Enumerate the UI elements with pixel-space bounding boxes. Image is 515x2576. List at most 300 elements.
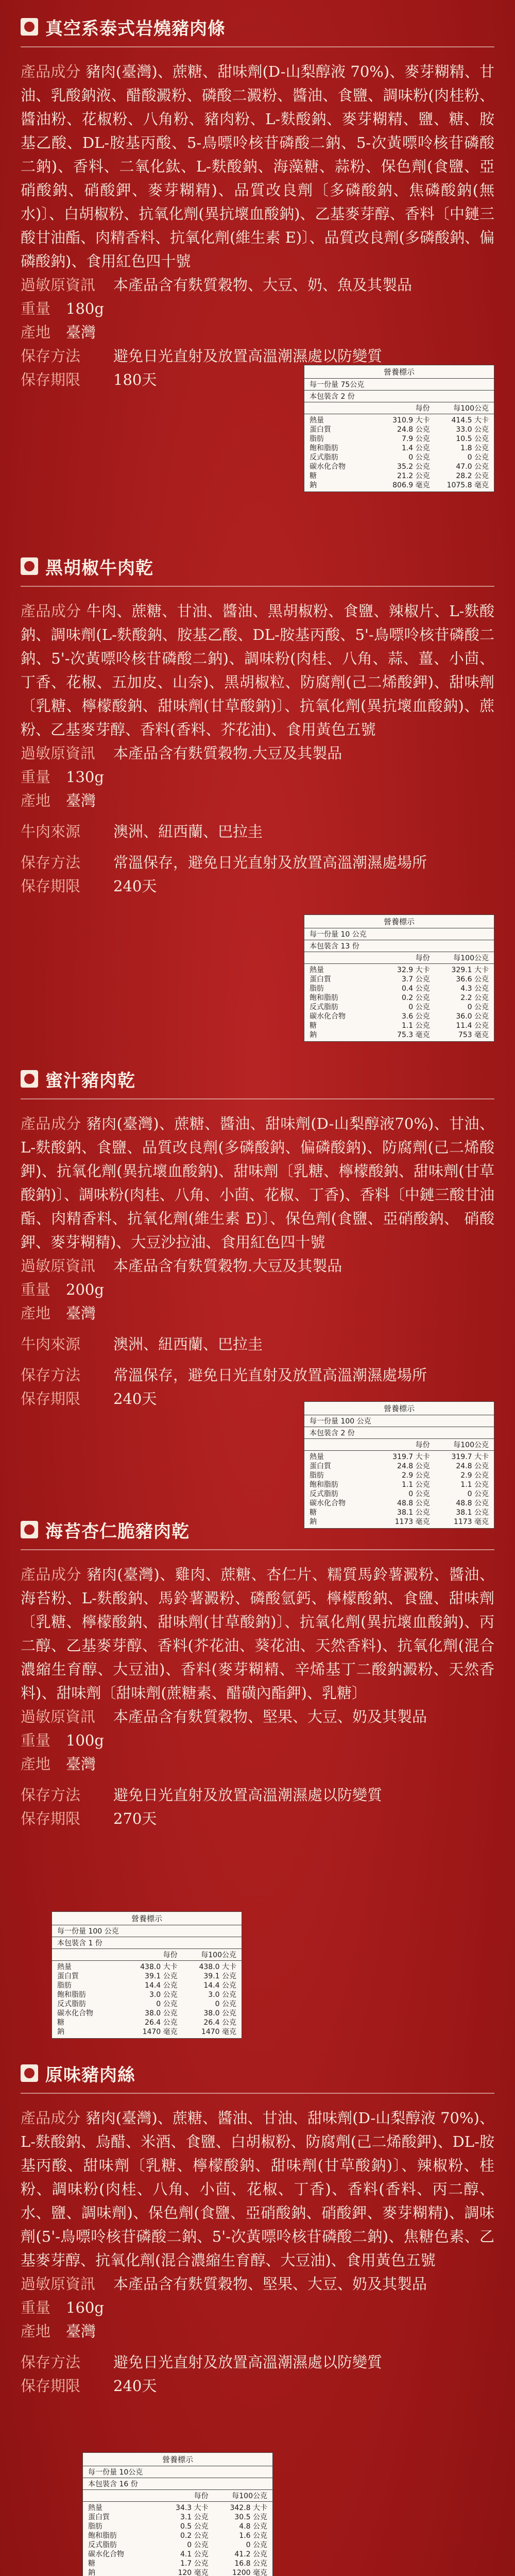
origin-label: 產地: [21, 324, 51, 341]
nutrient-name: 鈉: [310, 481, 317, 489]
nutrient-name: 脂肪: [310, 1471, 324, 1480]
nutrient-per-100g: 48.8 公克: [456, 1499, 489, 1507]
nutrition-column-header: [83, 2490, 272, 2502]
nutrient-name: 熱量: [310, 416, 324, 425]
weight-row: [21, 1278, 494, 1301]
storage-value: 常溫保存，避免日光直射及放置高溫潮濕處場所: [113, 854, 427, 871]
nutrition-table: [304, 365, 494, 492]
origin-label: 產地: [21, 792, 51, 809]
storage-label: 保存方法: [21, 1786, 81, 1804]
nutrient-per-serving: 34.3 大卡: [176, 2504, 209, 2512]
origin-label: 產地: [21, 1755, 51, 1773]
nutrient-per-100g: 319.7 大卡: [451, 1453, 489, 1461]
nutrient-per-100g: 414.5 大卡: [451, 416, 489, 425]
product-title: 原味豬肉絲: [45, 2064, 135, 2086]
nutrient-per-serving: 3.7 公克: [401, 975, 430, 984]
nutrition-column-header: [304, 1439, 494, 1451]
origin-row: [21, 2319, 494, 2343]
storage-row: [21, 1363, 494, 1387]
nutrition-rows: [304, 964, 494, 1041]
ingredients-text: [21, 1112, 494, 1254]
nutrient-name: 飽和脂肪: [310, 1481, 338, 1489]
allergen-label: 過敏原資訊: [21, 1257, 96, 1275]
origin-value: 臺灣: [66, 324, 96, 341]
nutrition-row: [52, 1972, 242, 1981]
nutrient-per-100g: 4.8 公克: [239, 2522, 267, 2531]
nutrient-per-serving: 24.8 公克: [397, 1462, 430, 1470]
nutrient-name: 反式脂肪: [310, 1003, 338, 1011]
nutrition-row: [304, 1452, 494, 1462]
nutrition-row: [304, 1489, 494, 1499]
nutrition-row: [52, 1981, 242, 1990]
nutrition-row: [83, 2503, 272, 2513]
nutrient-per-serving: 24.8 公克: [397, 426, 430, 434]
nutrient-name: 碳水化合物: [310, 1499, 346, 1507]
product-section-4: [21, 1517, 494, 2036]
nutrient-per-100g: 33.0 公克: [456, 426, 489, 434]
nutrient-per-serving: 0 公克: [187, 2541, 209, 2549]
nutrient-name: 蛋白質: [310, 1462, 331, 1470]
ingredients-label: 產品成分: [21, 63, 81, 80]
nutrient-per-serving: 3.0 公克: [149, 1991, 178, 1999]
origin-row: [21, 789, 494, 812]
serving-size: 每一份量 100 公克: [52, 1925, 242, 1937]
allergen-label: 過敏原資訊: [21, 1708, 96, 1725]
nutrient-per-100g: 4.3 公克: [460, 985, 489, 993]
nutrition-table: [304, 914, 494, 1042]
nutrient-per-serving: 310.9 大卡: [392, 416, 430, 425]
nutrient-name: 糖: [310, 1022, 317, 1030]
nutrient-name: 反式脂肪: [310, 453, 338, 462]
nutrient-name: 飽和脂肪: [57, 1991, 86, 1999]
nutrient-per-serving: 1.1 公克: [401, 1022, 430, 1030]
ingredients-value: 豬肉(臺灣)、蔗糖、甜味劑(D-山梨醇液 70%)、麥芽糊精、甘油、乳酸鈉液、醋酸澱粉、磷酸二澱粉、醬油、食鹽、調味粉(肉桂粉、醬油粉、花椒粉、八角粉、豬肉粉、L-麩酸鈉、麥芽糊精、鹽、糖、胺基乙酸、DL-胺基丙酸、5-鳥嘌呤核苷磷酸二鈉、5-次黃嘌呤核苷磷酸二鈉)、香料、二氧化鈦、L-麩酸鈉、海藻糖、蒜粉、保色劑(食鹽、亞硝酸鈉、硝酸鉀、麥芽糊精)、品質改良劑〔多磷酸鈉、焦磷酸鈉(無水)〕、白胡椒粉、抗氧化劑(異抗壞血酸鈉)、乙基麥芽醇、香料〔中鏈三酸甘油酯、肉精香料、抗氧化劑(維生素 E)〕、品質改良劑(多磷酸鈉、偏磷酸鈉)、食用紅色四十號: [21, 63, 494, 270]
ingredients-label: 產品成分: [21, 2109, 81, 2127]
nutrition-row: [304, 1462, 494, 1471]
nutrient-per-serving: 0.2 公克: [401, 994, 430, 1002]
nutrition-row: [52, 1990, 242, 1999]
nutrient-per-serving: 0.4 公克: [401, 985, 430, 993]
nutrient-per-100g: 41.2 公克: [234, 2550, 267, 2558]
col-blank: [310, 403, 371, 413]
divider: [21, 586, 494, 587]
origin-value: 臺灣: [66, 2323, 96, 2340]
weight-row: [21, 1728, 494, 1752]
source-row: [21, 1332, 494, 1356]
allergen-row: [21, 273, 494, 297]
col-blank: [310, 953, 371, 963]
nutrient-name: 糖: [310, 1509, 317, 1517]
nutrient-per-100g: 47.0 公克: [456, 463, 489, 471]
meat-icon: [21, 1521, 38, 1538]
nutrition-heading: 營養標示: [304, 1402, 494, 1415]
nutrition-row: [304, 425, 494, 434]
nutrition-row: [304, 975, 494, 984]
nutrition-row: [304, 984, 494, 993]
col-per-100g: 每100公克: [232, 2492, 267, 2500]
product-title-row: [21, 1066, 494, 1091]
meat-icon: [21, 1070, 38, 1088]
servings-per-pack: 本包裝含 1 份: [52, 1937, 242, 1949]
nutrient-name: 熱量: [57, 1963, 72, 1971]
shelf-row: [21, 2374, 494, 2398]
nutrition-row: [52, 1962, 242, 1972]
nutrition-rows: [304, 414, 494, 492]
nutrient-per-serving: 0.5 公克: [180, 2522, 209, 2531]
col-per-serving: 每份: [415, 1441, 430, 1449]
nutrition-row: [304, 1471, 494, 1480]
weight-value: 100g: [66, 1732, 104, 1749]
nutrient-per-100g: 0 公克: [467, 1003, 489, 1011]
ingredients-label: 產品成分: [21, 1115, 81, 1132]
weight-value: 160g: [66, 2299, 104, 2316]
nutrient-per-serving: 26.4 公克: [145, 2019, 178, 2027]
nutrient-per-serving: 4.1 公克: [180, 2550, 209, 2558]
allergen-label: 過敏原資訊: [21, 2275, 96, 2293]
col-per-100g: 每100公克: [453, 1441, 489, 1449]
product-title: 海苔杏仁脆豬肉乾: [45, 1521, 190, 1542]
shelf-label: 保存期限: [21, 2377, 81, 2395]
nutrient-per-100g: 2.9 公克: [460, 1471, 489, 1480]
weight-label: 重量: [21, 768, 51, 786]
nutrition-row: [304, 1508, 494, 1517]
allergen-label: 過敏原資訊: [21, 276, 96, 294]
nutrient-per-100g: 438.0 大卡: [199, 1963, 236, 1971]
col-per-serving: 每份: [194, 2492, 209, 2500]
origin-row: [21, 1301, 494, 1325]
weight-value: 130g: [66, 768, 104, 786]
nutrient-per-100g: 1173 毫克: [453, 1518, 489, 1526]
col-blank: [310, 1439, 371, 1450]
storage-value: 避免日光直射及放置高溫潮濕處以防變質: [113, 347, 383, 365]
nutrition-row: [83, 2540, 272, 2550]
nutrient-per-100g: 38.1 公克: [456, 1509, 489, 1517]
col-per-100g: 每100公克: [201, 1951, 236, 1959]
product-title-row: [21, 2061, 494, 2086]
source-value: 澳洲、紐西蘭、巴拉圭: [113, 823, 263, 840]
nutrition-row: [52, 2027, 242, 2037]
weight-row: [21, 297, 494, 320]
meat-icon: [21, 557, 38, 575]
origin-value: 臺灣: [66, 1304, 96, 1322]
nutrient-per-100g: 0 公克: [215, 2000, 236, 2008]
nutrition-row: [83, 2550, 272, 2559]
nutrition-heading: 營養標示: [304, 915, 494, 928]
nutrient-per-100g: 342.8 大卡: [230, 2504, 267, 2512]
allergen-value: 本產品含有麩質穀物、大豆、奶、魚及其製品: [113, 276, 413, 294]
product-title-row: [21, 14, 494, 39]
nutrition-row: [304, 434, 494, 444]
nutrient-per-100g: 3.0 公克: [208, 1991, 236, 1999]
nutrient-per-serving: 48.8 公克: [397, 1499, 430, 1507]
weight-value: 200g: [66, 1281, 104, 1298]
nutrient-name: 鈉: [310, 1031, 317, 1039]
nutrient-per-serving: 21.2 公克: [397, 472, 430, 480]
nutrient-per-serving: 120 毫克: [178, 2569, 209, 2576]
nutrition-table: [82, 2452, 273, 2576]
nutrient-name: 鈉: [88, 2569, 95, 2576]
col-per-100g: 每100公克: [453, 404, 489, 413]
nutrition-heading: 營養標示: [52, 1912, 242, 1925]
product-section-5: [21, 2061, 494, 2576]
source-label: 牛肉來源: [21, 1335, 81, 1353]
nutrient-per-serving: 806.9 毫克: [392, 481, 430, 489]
nutrition-row: [304, 471, 494, 481]
storage-row: [21, 2350, 494, 2374]
nutrient-per-100g: 26.4 公克: [203, 2019, 236, 2027]
nutrition-rows: [83, 2502, 272, 2576]
origin-row: [21, 1752, 494, 1776]
meat-icon: [21, 2064, 38, 2082]
nutrition-row: [52, 1999, 242, 2009]
nutrient-per-100g: 38.0 公克: [203, 2009, 236, 2018]
product-title: 蜜汁豬肉乾: [45, 1070, 135, 1091]
nutrition-row: [83, 2531, 272, 2540]
nutrient-name: 脂肪: [310, 985, 324, 993]
nutrient-per-100g: 2.2 公克: [460, 994, 489, 1002]
ingredients-text: [21, 1563, 494, 1705]
shelf-label: 保存期限: [21, 877, 81, 895]
storage-value: 常溫保存，避免日光直射及放置高溫潮濕處場所: [113, 1366, 427, 1384]
nutrient-per-serving: 38.1 公克: [397, 1509, 430, 1517]
nutrient-name: 反式脂肪: [310, 1490, 338, 1498]
nutrition-heading: 營養標示: [83, 2453, 272, 2466]
nutrient-per-serving: 0.2 公克: [180, 2532, 209, 2540]
ingredients-value: 豬肉(臺灣)、蔗糖、醬油、甘油、甜味劑(D-山梨醇液 70%)、L-麩酸鈉、烏醋、米酒、食鹽、白胡椒粉、防腐劑(己二烯酸鉀)、DL-胺基丙酸、甜味劑〔乳糖、檸檬酸鈉、甜味劑(甘草酸鈉)〕、辣椒粉、桂粉、調味粉(肉桂、八角、小茴、花椒、丁香)、香料(香料、丙二醇、水、鹽、調味劑)、保色劑(食鹽、亞硝酸鈉、硝酸鉀、麥芽糊精)、調味劑(5'-鳥嘌呤核苷磷酸二鈉、5'-次黃嘌呤核苷磷酸二鈉)、焦糖色素、乙基麥芽醇、抗氧化劑(混合濃縮生育醇、大豆油)、食用黃色五號: [21, 2109, 494, 2269]
nutrient-per-serving: 3.6 公克: [401, 1012, 430, 1021]
origin-value: 臺灣: [66, 1755, 96, 1773]
weight-label: 重量: [21, 2299, 51, 2316]
shelf-label: 保存期限: [21, 371, 81, 388]
product-title: 真空系泰式岩燒豬肉條: [45, 18, 226, 39]
nutrient-per-serving: 0 公克: [408, 1490, 430, 1498]
allergen-label: 過敏原資訊: [21, 744, 96, 762]
nutrition-table: [52, 1911, 242, 2039]
nutrition-row: [304, 1499, 494, 1508]
nutrition-row: [304, 1480, 494, 1489]
nutrient-name: 碳水化合物: [88, 2550, 124, 2558]
nutrition-rows: [52, 1961, 242, 2038]
nutrient-name: 飽和脂肪: [88, 2532, 117, 2540]
nutrition-row: [304, 481, 494, 490]
allergen-value: 本產品含有麩質穀物、堅果、大豆、奶及其製品: [113, 2275, 427, 2293]
nutrient-name: 碳水化合物: [310, 1012, 346, 1021]
nutrient-per-100g: 1200 毫克: [232, 2569, 267, 2576]
nutrition-row: [304, 993, 494, 1003]
storage-label: 保存方法: [21, 854, 81, 871]
nutrition-row: [304, 1021, 494, 1030]
ingredients-value: 牛肉、蔗糖、甘油、醬油、黑胡椒粉、食鹽、辣椒片、L-麩酸鈉、調味劑(L-麩酸鈉、胺基乙酸、DL-胺基丙酸、5'-鳥嘌呤核苷磷酸二鈉、5'-次黃嘌呤核苷磷酸二鈉)、調味粉(肉桂、八角、蒜、薑、小茴、丁香、花椒、五加皮、山奈)、黑胡椒粒、防腐劑(己二烯酸鉀)、甜味劑〔乳糖、檸檬酸鈉、甜味劑(甘草酸鈉)〕、抗氧化劑(異抗壞血酸鈉)、蔗粉、乙基麥芽醇、香料(香料、芥花油)、食用黃色五號: [21, 602, 494, 738]
nutrient-name: 碳水化合物: [57, 2009, 93, 2018]
nutrient-per-100g: 36.6 公克: [456, 975, 489, 984]
product-title-row: [21, 1517, 494, 1542]
nutrition-heading: 營養標示: [304, 365, 494, 379]
weight-label: 重量: [21, 1281, 51, 1298]
servings-per-pack: 本包裝含 13 份: [304, 940, 494, 952]
serving-size: 每一份量 10 公克: [304, 928, 494, 940]
nutrient-name: 蛋白質: [88, 2513, 110, 2521]
origin-row: [21, 320, 494, 344]
nutrient-name: 脂肪: [310, 435, 324, 443]
allergen-row: [21, 2272, 494, 2296]
allergen-row: [21, 1705, 494, 1728]
nutrient-per-serving: 2.9 公克: [401, 1471, 430, 1480]
serving-size: 每一份量 10公克: [83, 2466, 272, 2478]
nutrient-per-serving: 0 公克: [408, 1003, 430, 1011]
weight-row: [21, 765, 494, 789]
nutrient-per-100g: 39.1 公克: [203, 1972, 236, 1980]
storage-label: 保存方法: [21, 2353, 81, 2371]
shelf-value: 270天: [113, 1810, 157, 1827]
nutrient-per-serving: 1.1 公克: [401, 1481, 430, 1489]
nutrient-per-serving: 32.9 大卡: [397, 966, 430, 974]
nutrient-per-100g: 16.8 公克: [234, 2560, 267, 2568]
storage-label: 保存方法: [21, 347, 81, 365]
storage-value: 避免日光直射及放置高溫潮濕處以防變質: [113, 1786, 383, 1804]
nutrient-per-100g: 0 公克: [467, 1490, 489, 1498]
allergen-value: 本產品含有麩質穀物.大豆及其製品: [113, 1257, 342, 1275]
nutrient-per-serving: 39.1 公克: [145, 1972, 178, 1980]
nutrient-per-100g: 0 公克: [467, 453, 489, 462]
source-row: [21, 820, 494, 843]
nutrient-name: 蛋白質: [57, 1972, 79, 1980]
storage-value: 避免日光直射及放置高溫潮濕處以防變質: [113, 2353, 383, 2371]
nutrient-per-serving: 38.0 公克: [145, 2009, 178, 2018]
divider: [21, 46, 494, 47]
nutrient-per-100g: 11.4 公克: [456, 1022, 489, 1030]
nutrient-name: 糖: [310, 472, 317, 480]
nutrient-name: 糖: [57, 2019, 64, 2027]
servings-per-pack: 本包裝含 16 份: [83, 2478, 272, 2490]
nutrient-per-serving: 3.1 公克: [180, 2513, 209, 2521]
source-label: 牛肉來源: [21, 823, 81, 840]
divider: [21, 1098, 494, 1099]
nutrient-per-serving: 319.7 大卡: [392, 1453, 430, 1461]
shelf-label: 保存期限: [21, 1390, 81, 1408]
nutrient-per-100g: 753 毫克: [458, 1031, 489, 1039]
nutrient-name: 反式脂肪: [88, 2541, 117, 2549]
serving-size: 每一份量 100 公克: [304, 1415, 494, 1427]
nutrient-name: 鈉: [57, 2028, 64, 2036]
nutrient-per-serving: 35.2 公克: [397, 463, 430, 471]
nutrition-row: [304, 453, 494, 462]
nutrient-per-100g: 24.8 公克: [456, 1462, 489, 1470]
nutrient-name: 蛋白質: [310, 975, 331, 984]
col-per-serving: 每份: [415, 404, 430, 413]
nutrient-per-serving: 0 公克: [156, 2000, 178, 2008]
shelf-value: 240天: [113, 2377, 157, 2395]
nutrient-name: 反式脂肪: [57, 2000, 86, 2008]
nutrient-name: 碳水化合物: [310, 463, 346, 471]
nutrient-per-100g: 1470 毫克: [201, 2028, 236, 2036]
allergen-row: [21, 1254, 494, 1278]
ingredients-text: [21, 60, 494, 273]
shelf-row: [21, 874, 494, 898]
allergen-value: 本產品含有麩質穀物、堅果、大豆、奶及其製品: [113, 1708, 427, 1725]
nutrient-name: 熱量: [88, 2504, 102, 2512]
nutrient-per-serving: 1470 毫克: [142, 2028, 178, 2036]
nutrient-name: 蛋白質: [310, 426, 331, 434]
shelf-label: 保存期限: [21, 1810, 81, 1827]
product-section-2: [21, 554, 494, 1039]
col-blank: [88, 2490, 149, 2501]
nutrient-name: 熱量: [310, 1453, 324, 1461]
allergen-row: [21, 741, 494, 765]
nutrition-row: [83, 2513, 272, 2522]
source-value: 澳洲、紐西蘭、巴拉圭: [113, 1335, 263, 1353]
ingredients-text: [21, 599, 494, 741]
nutrition-row: [304, 444, 494, 453]
product-section-1: [21, 14, 494, 489]
nutrient-per-serving: 0 公克: [408, 453, 430, 462]
shelf-value: 180天: [113, 371, 157, 388]
col-blank: [57, 1950, 118, 1960]
nutrition-table: [304, 1401, 494, 1529]
nutrition-row: [52, 2018, 242, 2027]
nutrient-per-serving: 438.0 大卡: [140, 1963, 178, 1971]
product-section-3: [21, 1066, 494, 1526]
nutrient-per-100g: 1.6 公克: [239, 2532, 267, 2540]
weight-label: 重量: [21, 300, 51, 317]
weight-value: 180g: [66, 300, 104, 317]
nutrition-row: [304, 1003, 494, 1012]
nutrient-per-100g: 10.5 公克: [456, 435, 489, 443]
nutrient-per-serving: 14.4 公克: [145, 1981, 178, 1990]
ingredients-label: 產品成分: [21, 1566, 82, 1583]
product-title: 黑胡椒牛肉乾: [45, 557, 153, 579]
nutrient-name: 糖: [88, 2560, 95, 2568]
nutrition-rows: [304, 1451, 494, 1528]
nutrient-per-100g: 1.8 公克: [460, 444, 489, 452]
col-per-serving: 每份: [163, 1951, 178, 1959]
nutrient-per-100g: 36.0 公克: [456, 1012, 489, 1021]
nutrition-row: [52, 2009, 242, 2018]
storage-row: [21, 1783, 494, 1807]
nutrient-per-serving: 75.3 毫克: [397, 1031, 430, 1039]
nutrient-per-100g: 28.2 公克: [456, 472, 489, 480]
origin-label: 產地: [21, 2323, 51, 2340]
storage-label: 保存方法: [21, 1366, 81, 1384]
divider: [21, 2093, 494, 2094]
origin-label: 產地: [21, 1304, 51, 1322]
ingredients-text: [21, 2106, 494, 2272]
nutrient-name: 飽和脂肪: [310, 444, 338, 452]
nutrition-row: [83, 2568, 272, 2576]
product-title-row: [21, 554, 494, 579]
serving-size: 每一份量 75公克: [304, 379, 494, 391]
nutrition-row: [304, 1030, 494, 1040]
nutrient-per-100g: 329.1 大卡: [451, 966, 489, 974]
nutrition-row: [304, 416, 494, 425]
nutrient-name: 熱量: [310, 966, 324, 974]
shelf-row: [21, 1807, 494, 1831]
servings-per-pack: 本包裝含 2 份: [304, 1427, 494, 1439]
nutrient-per-serving: 1173 毫克: [394, 1518, 430, 1526]
nutrient-per-serving: 1.7 公克: [180, 2560, 209, 2568]
nutrient-name: 鈉: [310, 1518, 317, 1526]
allergen-value: 本產品含有麩質穀物.大豆及其製品: [113, 744, 342, 762]
weight-row: [21, 2296, 494, 2319]
col-per-serving: 每份: [415, 954, 430, 962]
shelf-value: 240天: [113, 1390, 157, 1408]
nutrition-row: [304, 965, 494, 975]
nutrient-per-100g: 14.4 公克: [203, 1981, 236, 1990]
nutrient-per-100g: 1075.8 毫克: [447, 481, 489, 489]
meat-icon: [21, 18, 38, 36]
nutrition-column-header: [52, 1949, 242, 1961]
nutrient-per-100g: 0 公克: [246, 2541, 267, 2549]
nutrient-name: 脂肪: [57, 1981, 72, 1990]
